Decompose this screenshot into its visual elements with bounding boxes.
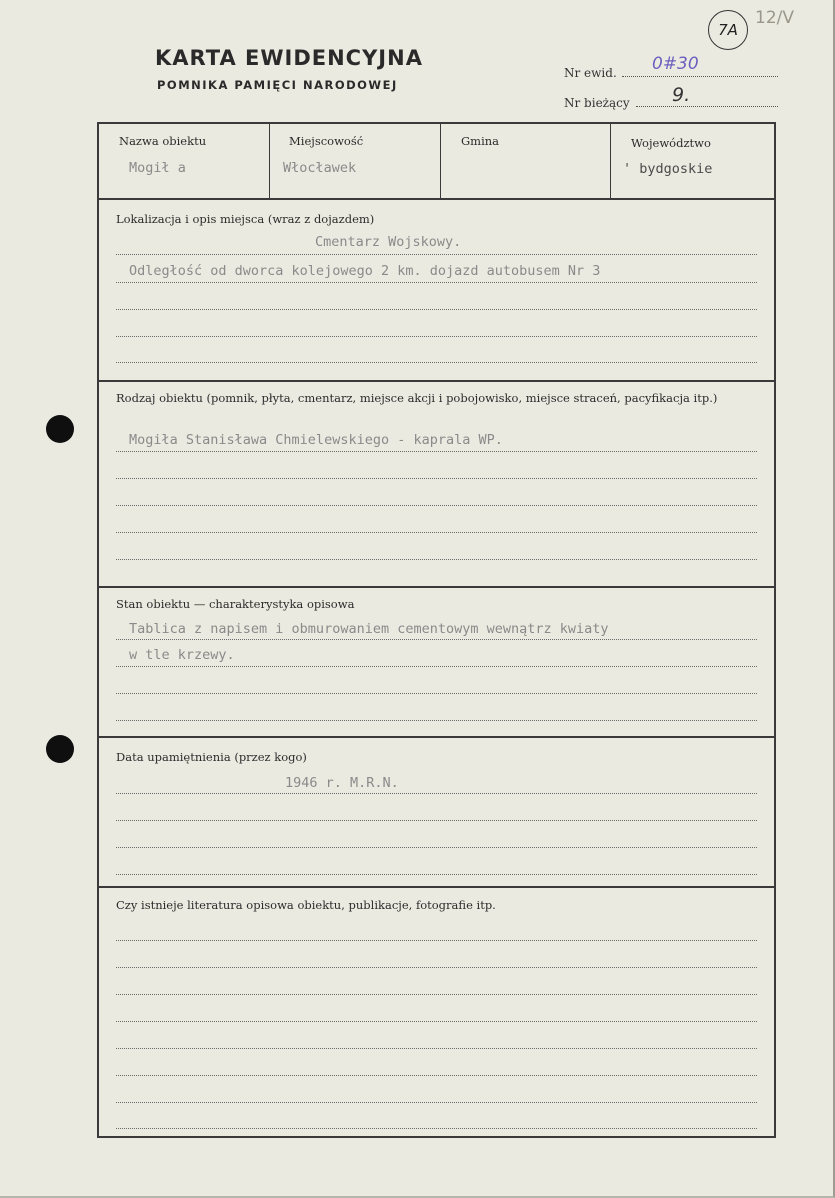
dotted-line <box>116 994 757 995</box>
dotted-line <box>116 874 757 875</box>
dotted-line <box>116 820 757 821</box>
dotted-line <box>116 940 757 941</box>
circled-number-annotation: 7A <box>708 10 748 50</box>
miejscowosc-value: Włocławek <box>283 160 357 176</box>
punch-hole-bottom <box>46 735 74 763</box>
gmina-label: Gmina <box>461 134 500 148</box>
dotted-line <box>116 451 757 452</box>
nr-ewid-line <box>622 76 778 77</box>
section-divider <box>99 198 774 200</box>
nr-ewid-value: 0#30 <box>652 54 699 74</box>
record-form <box>97 122 776 1138</box>
lokalizacja-line1: Cmentarz Wojskowy. <box>315 234 462 250</box>
dotted-line <box>116 336 757 337</box>
dotted-line <box>116 559 757 560</box>
section-divider <box>99 380 774 382</box>
dotted-line <box>116 309 757 310</box>
nr-biezacy-line <box>636 106 778 107</box>
rodzaj-obiektu-label: Rodzaj obiektu (pomnik, płyta, cmentarz, miejsce akcji i pobojowisko, miejsce straceń, pacyfikacja itp.) <box>116 391 718 405</box>
data-upamietnienia-line1: 1946 r. M.R.N. <box>285 775 399 791</box>
stan-obiektu-label: Stan obiektu — charakterystyka opisowa <box>116 597 355 611</box>
dotted-line <box>116 1128 757 1129</box>
lokalizacja-line2: Odległość od dworca kolejowego 2 km. dojazd autobusem Nr 3 <box>129 263 601 279</box>
dotted-line <box>116 1102 757 1103</box>
nazwa-obiektu-label: Nazwa obiektu <box>119 134 207 148</box>
column-divider <box>269 124 270 199</box>
dotted-line <box>116 967 757 968</box>
lokalizacja-label: Lokalizacja i opis miejsca (wraz z dojazdem) <box>116 212 375 226</box>
dotted-line <box>116 1048 757 1049</box>
data-upamietnienia-label: Data upamiętnienia (przez kogo) <box>116 750 307 764</box>
nr-ewid-label: Nr ewid. <box>564 66 617 80</box>
nazwa-obiektu-value: Mogił a <box>129 160 186 176</box>
column-divider <box>440 124 441 199</box>
dotted-line <box>116 478 757 479</box>
rodzaj-obiektu-line1: Mogiła Stanisława Chmielewskiego - kaprala WP. <box>129 432 503 448</box>
stan-obiektu-line2: w tle krzewy. <box>129 647 235 663</box>
wojewodztwo-value: ' bydgoskie <box>623 161 713 177</box>
miejscowosc-label: Miejscowość <box>289 134 364 148</box>
nr-biezacy-value: 9. <box>672 84 691 106</box>
dotted-line <box>116 693 757 694</box>
section-divider <box>99 886 774 888</box>
dotted-line <box>116 639 757 640</box>
nr-biezacy-label: Nr bieżący <box>564 96 630 110</box>
punch-hole-top <box>46 415 74 443</box>
form-title: KARTA EWIDENCYJNA <box>155 46 423 70</box>
dotted-line <box>116 1021 757 1022</box>
dotted-line <box>116 505 757 506</box>
dotted-line <box>116 1075 757 1076</box>
stan-obiektu-line1: Tablica z napisem i obmurowaniem cementowym wewnątrz kwiaty <box>129 621 609 637</box>
dotted-line <box>116 532 757 533</box>
literatura-label: Czy istnieje literatura opisowa obiektu, publikacje, fotografie itp. <box>116 898 496 912</box>
section-divider <box>99 586 774 588</box>
section-divider <box>99 736 774 738</box>
column-divider <box>610 124 611 199</box>
dotted-line <box>116 720 757 721</box>
dotted-line <box>116 362 757 363</box>
dotted-line <box>116 847 757 848</box>
dotted-line <box>116 254 757 255</box>
dotted-line <box>116 282 757 283</box>
wojewodztwo-label: Województwo <box>631 136 711 150</box>
dotted-line <box>116 666 757 667</box>
form-subtitle: POMNIKA PAMIĘCI NARODOWEJ <box>157 78 398 92</box>
dotted-line <box>116 793 757 794</box>
pencil-annotation: 12/V <box>755 8 794 28</box>
